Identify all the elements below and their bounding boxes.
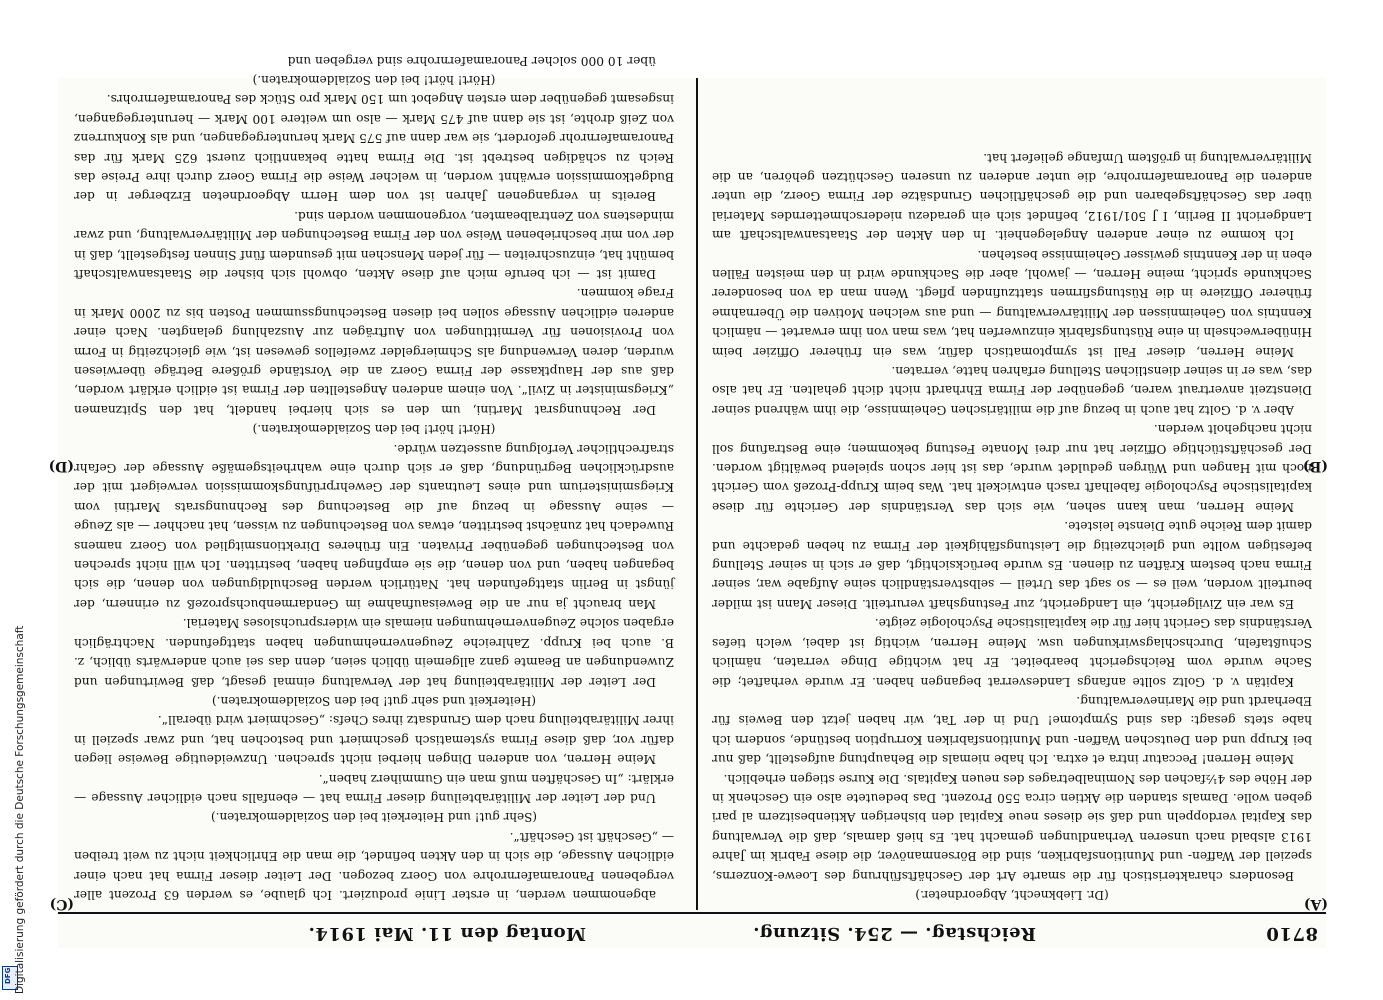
right-column	[74, 53, 674, 904]
speaker-note: (Dr. Liebknecht, Abgeordneter.)	[915, 888, 1109, 902]
page-header	[58, 914, 1326, 948]
paragraph: abgenommen werden, in erster Linie produziert. Ich glaube, es werden 63 Prozent aller vergebenen Panoramafernrohre von Goerz bezogen. Der Leiter dieser Firma hat nach einer eidlichen Aussage, die sich in den Akten befindet, die man die Ehrlichkeit nicht zu weit treiben — „Geschäft ist Geschäft“.	[74, 829, 674, 902]
paragraph: Meine Herren, dieser Fall ist symptomatisch dafür, was ein früherer Offizier beim Hinüberwechseln in eine Rüstungsfabrik einzuwerfen hat, was man von ihm erwartet — nämlich Kenntnis von Geheimnissen der Militärverwaltung — und aus welchen Motiven die Übernahme früherer Offiziere in die Rüstungsfirmen stattzufinden pflegt. Wenn man da von besonderer Sachkunde spricht, meine Herren, — jawohl, aber die Sachkunde wird in den meisten Fällen eben in der Kenntnis gewisser Geheimnisse bestehen.	[712, 247, 1312, 359]
header-rule	[58, 912, 1326, 914]
interjection: (Heiterkeit und sehr gut! bei den Sozialdemokraten.)	[212, 693, 537, 708]
paragraph: Meine Herren, man kann sehen, wie sich das Verständnis der Gerichte für diese kapitalistische Psychologie fabelhaft rasch entwickelt hat. Was beim Krupp-Prozeß vom Gericht noch mit Hangen und Würgen geduldet wurde, das ist hier schon spielend bewältigt worden. Der geschäftstüchtige Offizier hat nur drei Monate Festung bekommen; eine Bestrafung soll nicht nachgeholt werden.	[712, 422, 1312, 514]
dfg-logo-text: DFG	[4, 967, 12, 984]
digitization-credit: Digitalisierung gefördert durch die Deutsche Forschungsgemeinschaft	[14, 625, 26, 994]
paragraph: Man braucht ja nur an die Beweisaufnahme im Gendarmenbuchsprozeß zu erinnern, der jüngst in Berlin stattgefunden hat. Natürlich werden Beschuldigungen von denen, die sich begangen haben, und von denen, die sie empfingen haben, bestritten. Ich will nicht sprechen von Bestechungen gegenüber Privaten. Ein früheres Direktionsmitglied von Goerz namens Ruwedach hat zunächst bestritten, etwas von Bestechungen zu wissen, hat nachher — als Zeuge — seine Aussage in bezug auf die Bestechung des Rechnungsrats Martini vom Kriegsministerium und eines Leutnants der Gewehrprüfungskommission verweigert mit der ausdrücklichen Begründung, daß er sich durch eine wahrheitsgemäße Aussage der Gefahr strafrechtlicher Verfolgung aussetzen würde.	[74, 441, 674, 611]
interjection: (Hört! hört! bei den Sozialdemokraten.)	[252, 72, 496, 87]
session-date: Montag den 11. Mai 1914.	[308, 923, 586, 944]
margin-marker-c: (C)	[49, 896, 74, 912]
paragraph: Meine Herren, von anderen Dingen hierbei nicht sprechen. Unzweideutige Beweise liegen dafür vor, daß diese Firma systematisch geschmiert und bestochen hat, und zwar speziell in ihrer Militärabteilung nach dem Grundsatz ihres Chefs: „Geschmiert wird überall“.	[74, 713, 674, 767]
left-column	[712, 84, 1312, 904]
page-number: 8710	[1265, 923, 1318, 944]
paragraph: Ich komme zu einer anderen Angelegenheit. In den Akten der Staatsanwaltschaft am Landgericht II Berlin, I J 501/1912, befindet sich ein geradezu niederschmetterndes Material über das Geschäftsgebaren und die geschäftlichen Grundsätze der Firma Goerz, die unter anderen die Panoramafernrohre, die unter anderen zu unseren Geschützen gehören, an die Militärverwaltung in größtem Umfange geliefert hat.	[712, 150, 1312, 243]
paragraph: Der Rechnungsrat Martini, um den es sich hierbei handelt, hat den Spitznamen „Kriegsminister in Zivil“. Von einem anderen Angestellten der Firma ist eidlich erklärt worden, daß aus der Hauptkasse der Firma Goerz an die Vorstände größere Beträge überwiesen wurden, deren Verwendung als Schmiergelder zweifellos gewesen ist, wie gleichzeitig in Form von Provisionen für Vermittlungen von Aufträgen zur Auszahlung gelangten. Nach einer anderen eidlichen Aussage sollen bei diesen Bestechungssummen Posten bis zu 2000 Mark in Frage kommen.	[74, 286, 674, 417]
paragraph: Damit ist — ich berufe mich auf diese Akten, obwohl sich bisher die Staatsanwaltschaft bemüht hat, einzuschreiten — für jeden Menschen mit gesundem fünf Sinnen festgestellt, daß in der von mir beschriebenen Weise von der Firma Bestechungen der Militärverwaltung, und zwar mindestens von Zentralbeamten, vorgenommen worden sind.	[74, 208, 674, 281]
paragraph: über 10 000 solcher Panoramafernrohre sind vergeben und	[287, 53, 656, 68]
paragraph: Kapitän v. d. Goltz sollte anfangs Landesverrat begangen haben. Er wurde verhaftet; die Sache wurde vom Reichsgericht bearbeitet. Er hat wichtige Dinge verraten, nämlich Schußtafeln, Durchschlagswirkungen usw. Meine Herren, wichtig ist dabei, welch tiefes Verständnis das Gericht hier für die kapitalistische Psychologie zeigte.	[712, 616, 1312, 689]
paragraph: Aber v. d. Goltz hat auch in bezug auf die militärischen Geheimnisse, die ihm während seiner Dienstzeit anvertraut waren, gegenüber der Firma Ehrhardt nicht dicht gehalten. Er hat also das, was er in seiner dienstlichen Stellung erfahren hatte, verraten.	[712, 364, 1312, 417]
paragraph: Bereits in vergangenen Jahren ist von dem Herrn Abgeordneten Erzberger in der Budgetkommission erwähnt worden, in welcher Weise die Firma Goerz durch ihre Preise das Reich zu schädigen bestrebt ist. Die Firma hatte bekanntlich zuerst 625 Mark für das Panoramafernrohr gefordert, sie war dann auf 575 Mark heruntergegangen, und als Konkurrenz von Zeiß drohte, ist sie dann auf 475 Mark — also um weitere 100 Mark — heruntergegangen, insgesamt gegenüber dem ersten Angebot um 150 Mark pro Stück des Panoramafernrohrs.	[74, 92, 674, 204]
column-divider	[696, 78, 698, 910]
paragraph: Es war ein Zivilgericht, ein Landgericht, zur Festungshaft verurteilt. Dieser Mann ist milder beurteilt worden, weil es — so sagt das Urteil — selbstverständlich seine Aufgabe war, seiner Firma nach bestem Kräften zu dienen. Es wurde berücksichtigt, daß er sich in seiner Stellung befestigen wollte und gleichzeitig die Leistungsfähigkeit der Firma zu heben gedachte und damit dem Reiche gute Dienste leistete.	[712, 519, 1312, 611]
paragraph: Der Leiter der Militärabteilung hat der Verwaltung einmal gesagt, daß Bewirtungen und Zuwendungen an Beamte ganz allgemein üblich seien, denn das sei auch anderwärts üblich, z. B. auch bei Krupp. Zahlreiche Zeugenvernehmungen haben stattgefunden. Nachträglich ergaben solche Zeugenvernehmungen niemals ein widerspruchsloses Material.	[74, 616, 674, 689]
margin-marker-b: (B)	[1302, 458, 1328, 474]
margin-marker-a: (A)	[1303, 896, 1328, 912]
interjection: (Sehr gut! und Heiterkeit bei den Sozialdemokraten.)	[210, 810, 538, 825]
scanned-page	[48, 53, 1328, 948]
paragraph: Besonders charakteristisch für die smarte Art der Geschäftsführung des Loewe-Konzerns, speziell der Waffen- und Munitionsfabriken, sind die Börsenmanöver, die diese Fabrik im Jahre 1913 alsbald nach unseren Verhandlungen gemacht hat. Es hieß damals, daß die Verwaltung das Kapital verdoppeln und daß sie dieses neue Kapital den bisherigen Aktienbesitzern al pari geben wolle. Damals standen die Aktien circa 550 Prozent. Das bedeutete also ein Geschenk in der Höhe des 4½fachen des Nominalbetrages des neuen Kapitals. Die Kurse stiegen erheblich.	[712, 771, 1312, 883]
paragraph: Und der Leiter der Militärabteilung dieser Firma hat — ebenfalls nach eidlicher Aussage — erklärt: „In Geschäften muß man ein Gummiherz haben“.	[74, 771, 674, 805]
margin-marker-d: (D)	[48, 458, 74, 474]
interjection: (Hört! hört! bei den Sozialdemokraten.)	[252, 422, 496, 437]
paragraph: Meine Herren! Peccatur intra et extra. Ich habe niemals die Behauptung aufgestellt, daß nur bei Krupp und den Deutschen Waffen- und Munitionsfabriken Korruption bestünde, sondern ich habe stets gesagt: das sind Symptome! Und in der Tat, wir haben jetzt den Beweis für Eberhardt und die Marineverwaltung.	[712, 693, 1312, 767]
page-title: Reichstag. — 254. Sitzung.	[752, 923, 1036, 944]
